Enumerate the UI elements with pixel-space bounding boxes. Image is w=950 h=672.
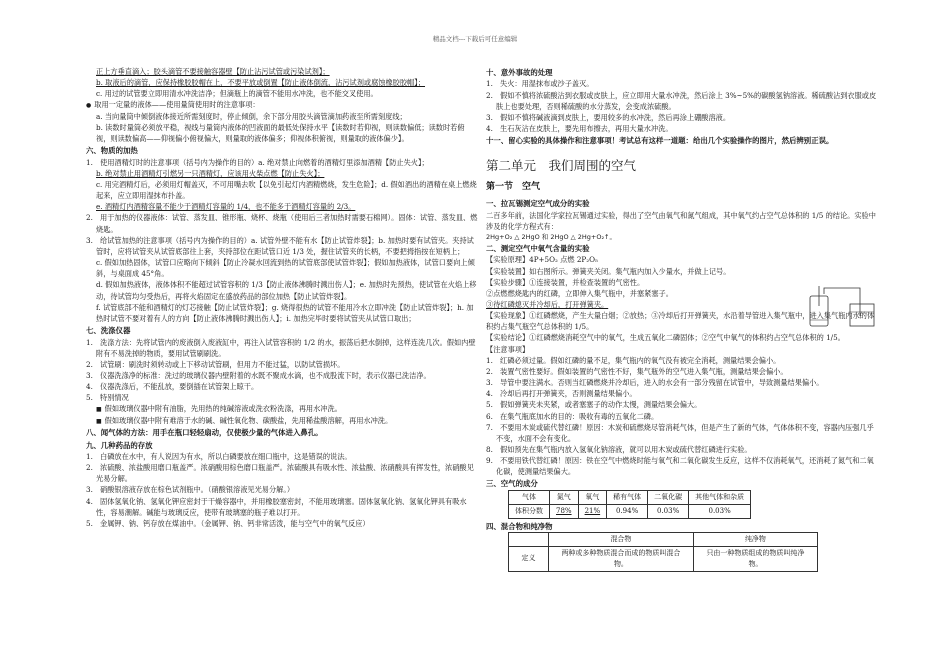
text-line: 【实验装置】如右图所示。弹簧夹关闭。集气瓶内加入少量水，并做上记号。: [486, 266, 731, 276]
section-heading: 九、几种药品的存放: [86, 440, 153, 450]
text-line: b. 取液后的滴管，应保持橡胶胶帽在上，不要平放或倒置【防止液体倒流，沾污试剂或腐蚀橡胶胶帽】；: [96, 78, 426, 88]
equation: 2Hg+O₂ △ 2HgO 和 2HgO △ 2Hg+O₂↑。: [486, 232, 617, 241]
text-line: 【实验结论】①红磷燃烧消耗空气中的氧气，生成五氧化二磷固体；②空气中氧气的体积约占空气总体积的 1/5。: [486, 333, 845, 343]
page-header-note: 精品文档---下载后可任意编辑: [432, 35, 518, 43]
text-line: 5. 假如弹簧夹未夹紧，或者塞塞子的动作太慢，测量结果会偏大。: [486, 400, 702, 410]
table-header-cell: 气体: [509, 490, 550, 504]
text-line: 2. 假如不慎将浓硫酸沾到衣服或皮肤上，应立即用大量水冲洗，然后涂上 3%~5%的碳酸氢钠溶液。稀硫酸沾到衣服或皮肤上也要处理，否则稀硫酸的水分蒸发，会变成浓硫酸。: [486, 90, 877, 111]
text-line: c. 用过的试管要立即用清水冲洗洁净；但滴瓶上的滴管不能用水冲洗，也不能交叉使用。: [96, 89, 378, 99]
text-line: 1. 洗涤方法：先将试管内的废液倒入废液缸中，再注入试管容积的 1/2 的水，振荡后把水倒掉，这样连洗几次。假如内壁附有不易洗掉的物质，要用试管刷刷洗。: [86, 337, 476, 358]
text-line: 7. 不要用木炭或硫代替红磷！原因：木炭和硫燃烧尽管消耗气体，但是产生了新的气体，气体体积不变，容器内压强几乎不变，水面不会有变化。: [486, 422, 874, 443]
text-line: 2. 用于加热的仪器液体：试管、蒸发皿、锥形瓶、烧杯、烧瓶（使用后三者加热时需要石棉网）。固体：试管、蒸发皿、燃烧匙。: [86, 213, 478, 234]
text-line: 3. 仪器洗涤净的标准：洗过的玻璃仪器内壁附着的水既不聚成水滴，也不成股流下时，表示仪器已洗洁净。: [86, 370, 431, 380]
table-header-cell: 二氧化碳: [648, 490, 689, 504]
text-line: 5. 特别情况: [86, 393, 129, 403]
section-heading: 八、闻气体的方法：用手在瓶口轻轻扇动，仅使极少量的气体进入鼻孔。: [86, 428, 323, 438]
text-line: 8. 假如预先在集气瓶内放入氢氧化钠溶液，就可以用木炭或硫代替红磷进行实验。: [486, 445, 752, 454]
table-row: [509, 533, 818, 547]
text-line: ②点燃燃烧匙内的红磷，立即伸入集气瓶中，并塞紧塞子。: [486, 288, 673, 298]
text-line: 4. 仪器洗涤后，不能乱放，要倒插在试管架上晾干。: [86, 382, 259, 392]
section-title: 第一节 空气: [486, 182, 541, 193]
text-line: 3. 假如不慎将碱液滴到皮肤上，要用较多的水冲洗，然后再涂上硼酸溶液。: [486, 112, 731, 122]
table-header-cell: 氮气: [550, 490, 579, 504]
text-line: b. 绝对禁止用酒精灯引燃另一只酒精灯，应该用火柴点燃【防止失火】；: [96, 168, 325, 178]
text-line: 正上方垂直滴入；胶头滴管不要接触容器壁【防止沾污试管或污染试剂】；: [96, 67, 330, 76]
apparatus-diagram: [804, 282, 884, 332]
table-cell: 0.03%: [648, 504, 689, 518]
table-row: [509, 490, 751, 504]
bullet-line: ● 取用一定量的液体——使用量筒使用时的注意事项：: [86, 99, 478, 110]
section-heading: 六、物质的加热: [86, 146, 138, 156]
text-line: 2. 试管刷：刷洗时须转动或上下移动试管刷，但用力不能过猛，以防试管损坏。: [86, 359, 345, 369]
bullet-line: ■ 假如玻璃仪器中附有难溶于水的碱、碱性氧化物、碳酸盐，先用稀盐酸溶解，再用水冲洗。: [86, 415, 478, 426]
text-line: c. 用完酒精灯后，必须用灯帽盖灭，不可用嘴去吹【以免引起灯内酒精燃烧，发生危险】；d. 假如酒出的酒精在桌上燃烧起来，应立即用湿抹布扑盖。: [96, 180, 477, 201]
subsection-heading: 四、混合物和纯净物: [486, 521, 553, 531]
text-line: 2. 装置气密性要好。假如装置的气密性不好，集气瓶外的空气进入集气瓶，测量结果会偏小。: [486, 366, 788, 376]
text-line: e. 酒精灯内酒精容量不能少于酒精灯容量的 1/4，也不能多于酒精灯容量的 2/3。: [96, 202, 356, 212]
text-line: 4. 固体氢氧化钠、氢氧化钾应密封于干燥容器中，并用橡胶塞密封，不能用玻璃塞。固体氢氧化钠、氢氧化钾具有吸水性，容易潮解。碱能与玻璃反应，使带有玻璃塞的瓶子难以打开。: [86, 496, 467, 517]
text-line: 1. 失火：用湿抹布或沙子盖灭。: [486, 79, 594, 89]
table-header-cell: 稀有气体: [607, 490, 648, 504]
text-line: c. 假如加热固体，试管口应略向下倾斜【防止冷凝水回流到热的试管底部使试管炸裂】；假如加热液体，试管口要向上倾斜，与桌面成 45°角。: [96, 258, 475, 279]
text-line: 1. 红磷必须过量。假如红磷的量不足，集气瓶内的氧气没有被完全消耗，测量结果会偏小。: [486, 355, 781, 365]
text-line: 【注意事项】: [486, 344, 530, 354]
table-cell: 0.94%: [607, 504, 648, 518]
table-header-cell: 氧气: [578, 490, 607, 504]
text-line: 【实验步骤】①连接装置，并检查装置的气密性。: [486, 277, 645, 287]
subsection-heading: 一、拉瓦锡测定空气成分的实验: [486, 199, 590, 209]
text-line: 二百多年前，法国化学家拉瓦锡通过实验，得出了空气由氧气和氮气组成，其中氧气约占空气总体积的 1/5 的结论。实验中涉及的化学方程式有：: [486, 210, 876, 231]
text-line: 【实验原理】4P+5O₂ 点燃 2P₂O₅: [486, 255, 598, 265]
air-composition-table: [508, 490, 751, 519]
water-beaker: [850, 304, 874, 326]
table-cell: 定义: [509, 546, 549, 571]
text-line: f. 试管底部不能和酒精灯的灯芯接触【防止试管炸裂】；g. 烧得很热的试管不能用冷水立即冲洗【防止试管炸裂】；h. 加热时试管不要对着有人的方向【防止液体沸腾时溅出伤人】；i. 加热完毕时要将试管夹从试管口取出；: [96, 302, 474, 323]
text-line: 【实验现象】①红磷燃烧，产生大量白烟；②放热；③冷却后打开弹簧夹，水沿着导管进入集气瓶中，进入集气瓶内水的体积约占集气瓶空气总体积的 1/5。: [486, 311, 875, 332]
subsection-heading: 二、测定空气中氧气含量的实验: [486, 243, 590, 253]
subsection-heading: 三、空气的成分: [486, 479, 538, 489]
bullet-line: ■ 假如玻璃仪器中附有油脂，先用热的纯碱溶液或洗衣粉洗涤，再用水冲洗。: [86, 403, 478, 414]
table-cell: 两种或多种物质混合而成的物质叫混合物。: [549, 546, 694, 571]
mixture-table: [508, 532, 818, 572]
text-line: ③待红磷熄灭并冷却后，打开弹簧夹。: [486, 299, 609, 309]
text-line: 3. 导管中要注满水。否则当红磷燃烧并冷却后，进入的水会有一部分残留在试管中，导致测量结果偏小。: [486, 378, 824, 388]
text-line: 1. 白磷放在水中，有人说因为有水，所以白磷要放在细口瓶中，这是错误的说法。: [86, 451, 352, 461]
unit-title: 第二单元 我们周围的空气: [486, 157, 637, 173]
text-line: b. 读数时量筒必须放平稳，视线与量筒内液体的凹液面的最低处保持水平【读数时若仰视，则读数偏低；读数时若俯视，则读数偏高——仰视偏小俯视偏大，则量取的液体偏多；仰视体积俯视，则量取的液体偏少】。: [96, 122, 465, 144]
text-line: a. 当向量筒中倾倒液体接近所需刻度时，停止倾倒，余下部分用胶头滴管滴加药液至所需刻度线；: [96, 111, 407, 121]
table-cell: 21%: [578, 504, 607, 518]
left-column: [86, 66, 478, 529]
text-line: 2. 浓硫酸、浓盐酸用磨口瓶盖严。浓硝酸用棕色磨口瓶盖严。浓硫酸具有吸水性、浓盐酸、浓硝酸具有挥发性，浓硝酸见光易分解。: [86, 463, 474, 484]
text-line: 3. 给试管加热的注意事项（括号内为操作的目的）a. 试管外壁不能有水【防止试管炸裂】；b. 加热时要有试管夹。夹持试管时，应将试管夹从试管底部往上套，夹持部位在距试管口近 1/3 处，握住试管夹的长柄，不要把拇指按在短柄上；: [86, 235, 474, 256]
table-row: [509, 504, 751, 518]
table-header-cell: 其他气体和杂质: [689, 490, 751, 504]
table-cell: 只由一种物质组成的物质叫纯净物。: [693, 546, 817, 571]
table-row: [509, 546, 818, 571]
text-line: 9. 不要用铁代替红磷！原因：铁在空气中燃烧时能与氧气和二氧化碳发生反应，这样不仅消耗氧气，还消耗了氮气和二氧化碳，使测量结果偏大。: [486, 456, 874, 477]
text-line: 3. 硝酸银溶液存放在棕色试剂瓶中。（硝酸银溶液见光易分解。）: [86, 485, 295, 495]
table-cell: 0.03%: [689, 504, 751, 518]
section-heading: 十、意外事故的处理: [486, 68, 553, 77]
table-cell: 78%: [550, 504, 579, 518]
text-line: 1. 使用酒精灯时的注意事项（括号内为操作的目的）a. 绝对禁止向燃着的酒精灯里添加酒精【防止失火】；: [86, 157, 429, 167]
text-line: 4. 生石灰沾在皮肤上，要先用布擦去，再用大量水冲洗。: [486, 124, 673, 134]
section-heading: 十一、留心实验的具体操作和注意事项！考试总有这样一道题：给出几个实验操作的图片，然后辨别正误。: [486, 136, 834, 146]
table-header-cell: 纯净物: [693, 533, 817, 547]
text-line: 6. 在集气瓶底加水的目的：吸收有毒的五氧化二磷。: [486, 411, 659, 421]
section-heading: 七、洗涤仪器: [86, 326, 131, 336]
table-header-cell: [509, 533, 549, 547]
text-line: 4. 冷却后再打开弹簧夹，否则测量结果偏小。: [486, 389, 637, 399]
text-line: d. 假如加热液体，液体体积不能超过试管容积的 1/3【防止液体沸腾时溅出伤人】；e. 加热时先预热，使试管在火焰上移动，待试管均匀受热后，再将火焰固定在盛放药品的部位加热【防止试管炸裂】。: [96, 280, 477, 301]
table-header-cell: 混合物: [549, 533, 694, 547]
text-line: 5. 金属钾、钠、钙存放在煤油中。（金属钾、钠、钙非常活泼，能与空气中的氧气反应）: [86, 518, 370, 528]
right-column: [486, 66, 878, 572]
table-cell: 体积分数: [509, 504, 550, 518]
